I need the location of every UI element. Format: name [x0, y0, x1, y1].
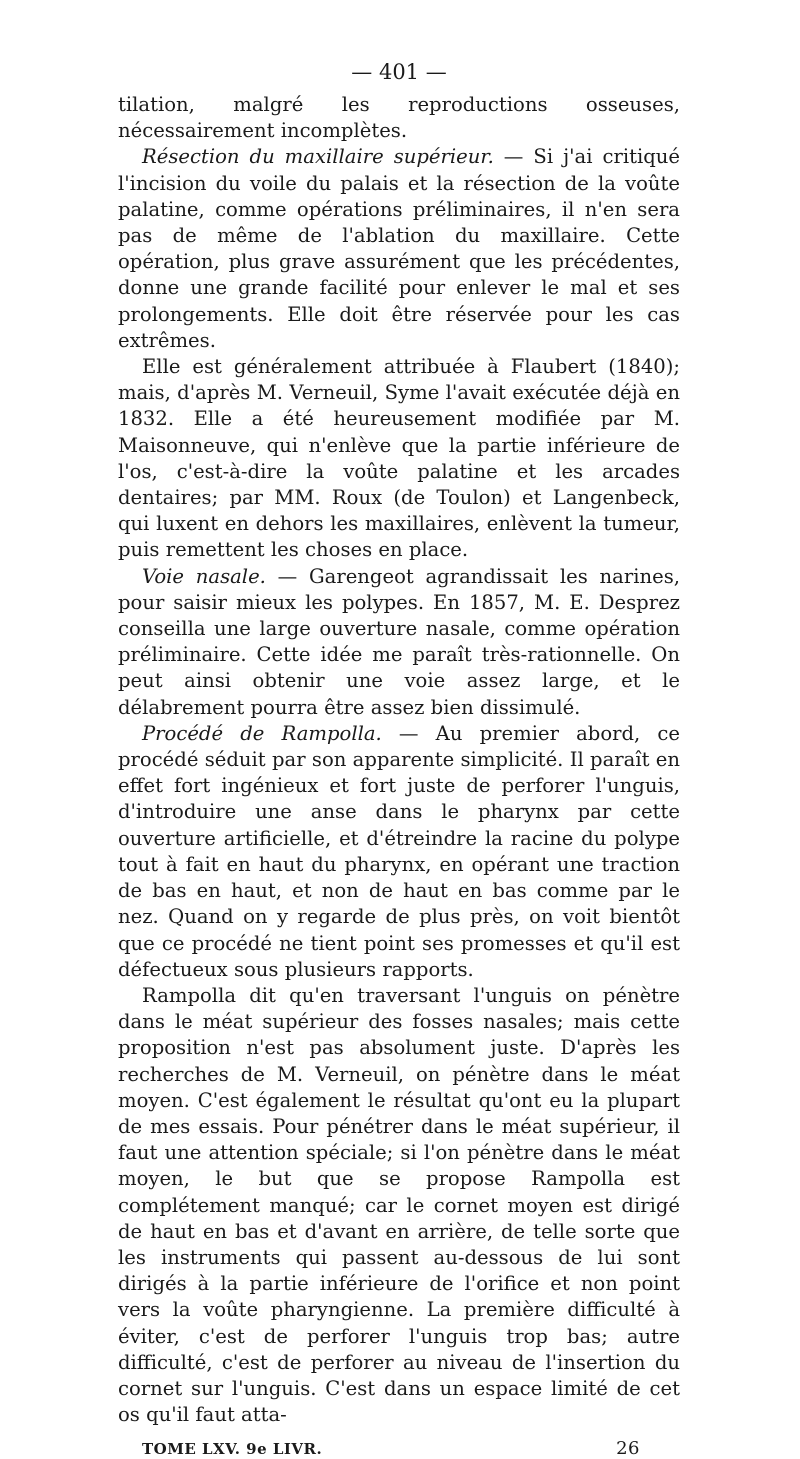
section-heading-voie-nasale: Voie nasale. — [142, 564, 266, 588]
paragraph-text: Rampolla dit qu'en traversant l'unguis on pénètre dans le méat supérieur des fosses nasales; mais cette proposition n'est pas absolument juste. D'après les recherches de M. Verneuil, on pénètre dans le méat moyen. C'est également le résultat qu'ont eu la plupart de mes essais. Pour pénétrer dans le méat supérieur, il faut une attention spéciale; si l'on pénètre dans le méat moyen, le but que se propose Rampolla est complétement manqué; car le cornet moyen est dirigé de haut en bas et d'avant en arrière, de telle sorte que les instruments qui passent au-dessous de lui sont dirigés à la partie inférieure de l'orifice et non point vers la voûte pharyngienne. La première difficulté à éviter, c'est de perforer l'unguis trop bas; autre difficulté, c'est de perforer au niveau de l'insertion du cornet sur l'unguis. C'est dans un espace limité de cet os qu'il faut atta- — [118, 983, 680, 1427]
section-heading-rampolla: Procédé de Rampolla. — [142, 721, 382, 745]
paragraph — [118, 354, 680, 564]
paragraph — [118, 144, 680, 354]
book-page — [118, 58, 680, 1459]
paragraph-text: — Si j'ai critiqué l'incision du voile du palais et la résection de la voûte palatine, comme opérations préliminaires, il n'en sera pas de même de l'ablation du maxillaire. Cette opération, plus grave assurément que les précédentes, donne une grande facilité pour enlever le mal et ses prolongements. Elle doit être réservée pour les cas extrêmes. — [118, 145, 680, 352]
paragraph-text: — Au premier abord, ce procédé séduit par son apparente simplicité. Il paraît en effet fort ingénieux et fort juste de perforer l'unguis, d'introduire une anse dans le pharynx par cette ouverture artificielle, et d'étreindre la racine du polype tout à fait en haut du pharynx, en opérant une traction de bas en haut, et non de haut en bas comme par le nez. Quand on y regarde de plus près, on voit bientôt que ce procédé ne tient point ses promesses et qu'il est défectueux sous plusieurs rapports. — [118, 721, 680, 981]
sheet-number: 26 — [616, 1438, 640, 1459]
paragraph — [118, 92, 680, 144]
paragraph — [118, 721, 680, 983]
paragraph-text: — Garengeot agrandissait les narines, pour saisir mieux les polypes. En 1857, M. E. Desprez conseilla une large ouverture nasale, comme opération préliminaire. Cette idée me paraît très-rationnelle. On peut ainsi obtenir une voie assez large, et le délabrement pourra être assez bien dissimulé. — [118, 564, 680, 719]
page-footer — [118, 1438, 680, 1459]
paragraph — [118, 564, 680, 721]
paragraph — [118, 983, 680, 1428]
page-number: — 401 — — [351, 60, 447, 84]
paragraph-text: tilation, malgré les reproductions osseuses, nécessairement incomplètes. — [118, 93, 680, 143]
section-heading-resection: Résection du maxillaire supérieur. — [142, 145, 494, 169]
body-text — [118, 92, 680, 1428]
paragraph-text: Elle est généralement attribuée à Flaubert (1840); mais, d'après M. Verneuil, Syme l'avait exécutée déjà en 1832. Elle a été heureusement modifiée par M. Maisonneuve, qui n'enlève que la partie inférieure de l'os, c'est-à-dire la voûte palatine et les arcades dentaires; par MM. Roux (de Toulon) et Langenbeck, qui luxent en dehors les maxillaires, enlèvent la tumeur, puis remettent les choses en place. — [118, 355, 680, 562]
printer-signature: TOME LXV. 9e LIVR. — [142, 1440, 323, 1459]
